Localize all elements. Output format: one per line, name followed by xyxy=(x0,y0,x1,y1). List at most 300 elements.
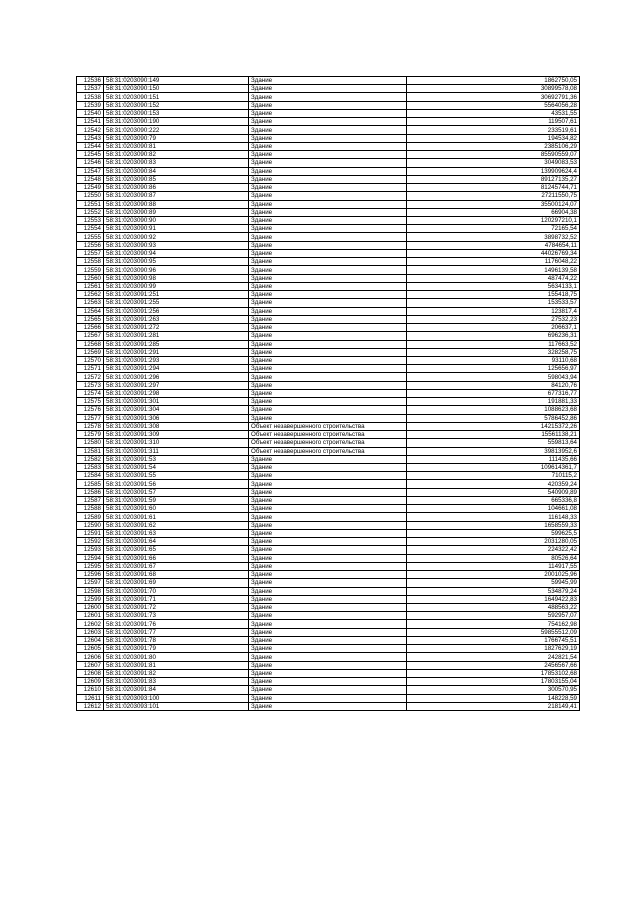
table-row xyxy=(77,332,580,340)
cadastral-number-cell: 58:31:0203091:251 xyxy=(104,291,249,299)
cadastral-number-cell: 58:31:0203091:70 xyxy=(104,587,249,595)
cadastral-number-cell: 58:31:0203091:77 xyxy=(104,628,249,636)
cadastral-value-cell: 2385106,29 xyxy=(407,142,580,150)
object-type-cell: Здание xyxy=(249,389,407,397)
cadastral-value-cell: 155418,75 xyxy=(407,291,580,299)
object-type-cell: Здание xyxy=(249,653,407,661)
object-type-cell: Здание xyxy=(249,686,407,694)
cadastral-value-cell: 120297210,1 xyxy=(407,216,580,224)
cadastral-value-cell: 125656,97 xyxy=(407,365,580,373)
table-row xyxy=(77,249,580,257)
object-type-cell: Здание xyxy=(249,307,407,315)
row-number-cell: 12576 xyxy=(77,406,104,414)
cadastral-value-cell: 665336,8 xyxy=(407,496,580,504)
object-type-cell: Здание xyxy=(249,134,407,142)
cadastral-value-cell: 677316,77 xyxy=(407,389,580,397)
object-type-cell: Здание xyxy=(249,669,407,677)
row-number-cell: 12543 xyxy=(77,134,104,142)
cadastral-number-cell: 58:31:0203091:298 xyxy=(104,389,249,397)
row-number-cell: 12584 xyxy=(77,472,104,480)
cadastral-value-cell: 89127135,27 xyxy=(407,175,580,183)
row-number-cell: 12549 xyxy=(77,184,104,192)
row-number-cell: 12596 xyxy=(77,571,104,579)
row-number-cell: 12583 xyxy=(77,464,104,472)
row-number-cell: 12611 xyxy=(77,694,104,702)
cadastral-number-cell: 58:31:0203091:71 xyxy=(104,595,249,603)
object-type-cell: Здание xyxy=(249,546,407,554)
cadastral-value-cell: 300570,95 xyxy=(407,686,580,694)
cadastral-number-cell: 58:31:0203091:53 xyxy=(104,455,249,463)
object-type-cell: Здание xyxy=(249,562,407,570)
table-row xyxy=(77,571,580,579)
cadastral-value-cell: 5634133,1 xyxy=(407,282,580,290)
row-number-cell: 12564 xyxy=(77,307,104,315)
cadastral-value-cell: 242821,54 xyxy=(407,653,580,661)
table-row xyxy=(77,439,580,447)
cadastral-number-cell: 58:31:0203090:82 xyxy=(104,151,249,159)
cadastral-value-cell: 1088623,68 xyxy=(407,406,580,414)
table-row xyxy=(77,77,580,85)
row-number-cell: 12554 xyxy=(77,225,104,233)
cadastral-value-cell: 44026769,34 xyxy=(407,249,580,257)
cadastral-value-cell: 43531,55 xyxy=(407,109,580,117)
table-row xyxy=(77,686,580,694)
table-row xyxy=(77,151,580,159)
object-type-cell: Здание xyxy=(249,324,407,332)
row-number-cell: 12556 xyxy=(77,241,104,249)
row-number-cell: 12591 xyxy=(77,529,104,537)
table-row xyxy=(77,521,580,529)
cadastral-number-cell: 58:31:0203090:222 xyxy=(104,126,249,134)
cadastral-value-cell: 117663,52 xyxy=(407,340,580,348)
table-row xyxy=(77,653,580,661)
table-row xyxy=(77,455,580,463)
cadastral-value-cell: 27532,23 xyxy=(407,315,580,323)
cadastral-value-cell: 3049083,53 xyxy=(407,159,580,167)
object-type-cell: Здание xyxy=(249,241,407,249)
row-number-cell: 12544 xyxy=(77,142,104,150)
object-type-cell: Здание xyxy=(249,340,407,348)
row-number-cell: 12586 xyxy=(77,488,104,496)
row-number-cell: 12606 xyxy=(77,653,104,661)
cadastral-number-cell: 58:31:0203090:149 xyxy=(104,77,249,85)
object-type-cell: Здание xyxy=(249,496,407,504)
cadastral-value-cell: 2456567,66 xyxy=(407,661,580,669)
row-number-cell: 12607 xyxy=(77,661,104,669)
cadastral-value-cell: 85590559,07 xyxy=(407,151,580,159)
row-number-cell: 12552 xyxy=(77,208,104,216)
row-number-cell: 12569 xyxy=(77,348,104,356)
cadastral-number-cell: 58:31:0203090:190 xyxy=(104,118,249,126)
cadastral-value-cell: 116148,33 xyxy=(407,513,580,521)
table-row xyxy=(77,389,580,397)
table-row xyxy=(77,496,580,504)
table-row xyxy=(77,513,580,521)
cadastral-number-cell: 58:31:0203091:80 xyxy=(104,653,249,661)
object-type-cell: Здание xyxy=(249,472,407,480)
cadastral-value-cell: 14215372,26 xyxy=(407,422,580,430)
row-number-cell: 12572 xyxy=(77,373,104,381)
object-type-cell: Здание xyxy=(249,93,407,101)
object-type-cell: Здание xyxy=(249,233,407,241)
object-type-cell: Здание xyxy=(249,571,407,579)
object-type-cell: Здание xyxy=(249,645,407,653)
row-number-cell: 12574 xyxy=(77,389,104,397)
cadastral-number-cell: 58:31:0203091:83 xyxy=(104,678,249,686)
row-number-cell: 12578 xyxy=(77,422,104,430)
table-row xyxy=(77,612,580,620)
object-type-cell: Здание xyxy=(249,464,407,472)
table-row xyxy=(77,101,580,109)
object-type-cell: Здание xyxy=(249,151,407,159)
cadastral-number-cell: 58:31:0203091:55 xyxy=(104,472,249,480)
cadastral-value-cell: 592957,07 xyxy=(407,612,580,620)
cadastral-number-cell: 58:31:0203090:96 xyxy=(104,266,249,274)
object-type-cell: Здание xyxy=(249,373,407,381)
object-type-cell: Здание xyxy=(249,200,407,208)
object-type-cell: Объект незавершенного строительства xyxy=(249,439,407,447)
cadastral-value-cell: 39813952,6 xyxy=(407,447,580,455)
object-type-cell: Здание xyxy=(249,249,407,257)
object-type-cell: Здание xyxy=(249,192,407,200)
row-number-cell: 12599 xyxy=(77,595,104,603)
table-row xyxy=(77,373,580,381)
cadastral-number-cell: 58:31:0203090:150 xyxy=(104,85,249,93)
cadastral-value-cell: 17803155,04 xyxy=(407,678,580,686)
object-type-cell: Объект незавершенного строительства xyxy=(249,422,407,430)
table-row xyxy=(77,604,580,612)
cadastral-value-cell: 2031280,05 xyxy=(407,538,580,546)
cadastral-value-cell: 487474,22 xyxy=(407,274,580,282)
object-type-cell: Здание xyxy=(249,266,407,274)
cadastral-value-cell: 1766745,51 xyxy=(407,636,580,644)
object-type-cell: Здание xyxy=(249,167,407,175)
row-number-cell: 12562 xyxy=(77,291,104,299)
row-number-cell: 12612 xyxy=(77,702,104,710)
table-row xyxy=(77,192,580,200)
table-row xyxy=(77,266,580,274)
table-row xyxy=(77,118,580,126)
cadastral-value-cell: 598043,94 xyxy=(407,373,580,381)
cadastral-value-cell: 3898732,52 xyxy=(407,233,580,241)
object-type-cell: Здание xyxy=(249,505,407,513)
row-number-cell: 12542 xyxy=(77,126,104,134)
row-number-cell: 12537 xyxy=(77,85,104,93)
cadastral-number-cell: 58:31:0203091:72 xyxy=(104,604,249,612)
object-type-cell: Здание xyxy=(249,315,407,323)
cadastral-value-cell: 4784654,11 xyxy=(407,241,580,249)
cadastral-value-cell: 194534,82 xyxy=(407,134,580,142)
cadastral-value-cell: 93110,68 xyxy=(407,356,580,364)
cadastral-value-cell: 224322,42 xyxy=(407,546,580,554)
table-row xyxy=(77,159,580,167)
row-number-cell: 12602 xyxy=(77,620,104,628)
table-row xyxy=(77,628,580,636)
object-type-cell: Здание xyxy=(249,274,407,282)
table-row xyxy=(77,299,580,307)
cadastral-value-cell: 30692791,36 xyxy=(407,93,580,101)
cadastral-number-cell: 58:31:0203091:61 xyxy=(104,513,249,521)
cadastral-number-cell: 58:31:0203090:91 xyxy=(104,225,249,233)
cadastral-value-table xyxy=(76,76,580,711)
cadastral-value-cell: 710115,2 xyxy=(407,472,580,480)
cadastral-number-cell: 58:31:0203091:60 xyxy=(104,505,249,513)
object-type-cell: Здание xyxy=(249,488,407,496)
row-number-cell: 12575 xyxy=(77,398,104,406)
object-type-cell: Здание xyxy=(249,126,407,134)
cadastral-value-cell: 81245744,71 xyxy=(407,184,580,192)
table-row xyxy=(77,554,580,562)
table-row xyxy=(77,282,580,290)
row-number-cell: 12604 xyxy=(77,636,104,644)
cadastral-value-cell: 119507,61 xyxy=(407,118,580,126)
row-number-cell: 12595 xyxy=(77,562,104,570)
cadastral-number-cell: 58:31:0203090:95 xyxy=(104,258,249,266)
cadastral-number-cell: 58:31:0203091:76 xyxy=(104,620,249,628)
row-number-cell: 12553 xyxy=(77,216,104,224)
object-type-cell: Здание xyxy=(249,216,407,224)
cadastral-value-cell: 27211550,75 xyxy=(407,192,580,200)
row-number-cell: 12597 xyxy=(77,579,104,587)
table-row xyxy=(77,505,580,513)
row-number-cell: 12566 xyxy=(77,324,104,332)
cadastral-value-cell: 72165,54 xyxy=(407,225,580,233)
row-number-cell: 12590 xyxy=(77,521,104,529)
row-number-cell: 12561 xyxy=(77,282,104,290)
cadastral-number-cell: 58:31:0203090:85 xyxy=(104,175,249,183)
object-type-cell: Здание xyxy=(249,101,407,109)
table-row xyxy=(77,142,580,150)
cadastral-value-cell: 328258,75 xyxy=(407,348,580,356)
cadastral-value-cell: 218149,41 xyxy=(407,702,580,710)
cadastral-value-cell: 17853102,68 xyxy=(407,669,580,677)
cadastral-number-cell: 58:31:0203091:293 xyxy=(104,356,249,364)
table-row xyxy=(77,645,580,653)
object-type-cell: Здание xyxy=(249,636,407,644)
cadastral-number-cell: 58:31:0203091:291 xyxy=(104,348,249,356)
object-type-cell: Здание xyxy=(249,77,407,85)
object-type-cell: Здание xyxy=(249,612,407,620)
table-row xyxy=(77,488,580,496)
table-row xyxy=(77,480,580,488)
row-number-cell: 12551 xyxy=(77,200,104,208)
object-type-cell: Объект незавершенного строительства xyxy=(249,447,407,455)
cadastral-value-cell: 114917,55 xyxy=(407,562,580,570)
cadastral-number-cell: 58:31:0203091:63 xyxy=(104,529,249,537)
cadastral-number-cell: 58:31:0203091:57 xyxy=(104,488,249,496)
cadastral-number-cell: 58:31:0203091:281 xyxy=(104,332,249,340)
cadastral-value-cell: 1496139,58 xyxy=(407,266,580,274)
object-type-cell: Здание xyxy=(249,159,407,167)
row-number-cell: 12593 xyxy=(77,546,104,554)
row-number-cell: 12563 xyxy=(77,299,104,307)
object-type-cell: Здание xyxy=(249,529,407,537)
row-number-cell: 12559 xyxy=(77,266,104,274)
table-row xyxy=(77,538,580,546)
cadastral-value-cell: 148228,59 xyxy=(407,694,580,702)
cadastral-number-cell: 58:31:0203091:59 xyxy=(104,496,249,504)
table-row xyxy=(77,694,580,702)
object-type-cell: Здание xyxy=(249,356,407,364)
cadastral-value-cell: 488563,22 xyxy=(407,604,580,612)
object-type-cell: Здание xyxy=(249,480,407,488)
cadastral-number-cell: 58:31:0203091:255 xyxy=(104,299,249,307)
table-row xyxy=(77,398,580,406)
object-type-cell: Здание xyxy=(249,85,407,93)
table-row xyxy=(77,241,580,249)
cadastral-value-cell: 123817,4 xyxy=(407,307,580,315)
table-row xyxy=(77,315,580,323)
object-type-cell: Здание xyxy=(249,109,407,117)
table-row xyxy=(77,258,580,266)
cadastral-value-cell: 35500124,07 xyxy=(407,200,580,208)
cadastral-value-cell: 191881,33 xyxy=(407,398,580,406)
object-type-cell: Здание xyxy=(249,694,407,702)
cadastral-number-cell: 58:31:0203091:66 xyxy=(104,554,249,562)
table-row xyxy=(77,562,580,570)
object-type-cell: Здание xyxy=(249,299,407,307)
cadastral-value-cell: 109614361,7 xyxy=(407,464,580,472)
row-number-cell: 12605 xyxy=(77,645,104,653)
row-number-cell: 12598 xyxy=(77,587,104,595)
object-type-cell: Здание xyxy=(249,291,407,299)
row-number-cell: 12540 xyxy=(77,109,104,117)
cadastral-number-cell: 58:31:0203093:100 xyxy=(104,694,249,702)
row-number-cell: 12568 xyxy=(77,340,104,348)
object-type-cell: Здание xyxy=(249,365,407,373)
row-number-cell: 12558 xyxy=(77,258,104,266)
row-number-cell: 12555 xyxy=(77,233,104,241)
object-type-cell: Здание xyxy=(249,282,407,290)
cadastral-value-cell: 5786452,86 xyxy=(407,414,580,422)
object-type-cell: Здание xyxy=(249,348,407,356)
row-number-cell: 12548 xyxy=(77,175,104,183)
cadastral-value-cell: 139909624,4 xyxy=(407,167,580,175)
cadastral-number-cell: 58:31:0203091:54 xyxy=(104,464,249,472)
cadastral-number-cell: 58:31:0203091:62 xyxy=(104,521,249,529)
row-number-cell: 12585 xyxy=(77,480,104,488)
table-row xyxy=(77,324,580,332)
row-number-cell: 12577 xyxy=(77,414,104,422)
cadastral-value-cell: 15561138,21 xyxy=(407,431,580,439)
cadastral-value-cell: 111435,66 xyxy=(407,455,580,463)
cadastral-value-cell: 1862750,05 xyxy=(407,77,580,85)
cadastral-number-cell: 58:31:0203091:301 xyxy=(104,398,249,406)
table-row xyxy=(77,579,580,587)
row-number-cell: 12545 xyxy=(77,151,104,159)
object-type-cell: Здание xyxy=(249,702,407,710)
object-type-cell: Здание xyxy=(249,554,407,562)
object-type-cell: Здание xyxy=(249,661,407,669)
table-row xyxy=(77,274,580,282)
table-row xyxy=(77,636,580,644)
object-type-cell: Здание xyxy=(249,175,407,183)
row-number-cell: 12546 xyxy=(77,159,104,167)
table-row xyxy=(77,669,580,677)
object-type-cell: Здание xyxy=(249,406,407,414)
cadastral-value-cell: 559813,64 xyxy=(407,439,580,447)
table-row xyxy=(77,126,580,134)
row-number-cell: 12581 xyxy=(77,447,104,455)
register-page xyxy=(76,76,580,711)
table-row xyxy=(77,620,580,628)
object-type-cell: Здание xyxy=(249,142,407,150)
cadastral-value-cell: 59945,99 xyxy=(407,579,580,587)
object-type-cell: Здание xyxy=(249,208,407,216)
cadastral-value-cell: 59855512,09 xyxy=(407,628,580,636)
table-row xyxy=(77,414,580,422)
table-row xyxy=(77,447,580,455)
table-row xyxy=(77,678,580,686)
cadastral-value-cell: 1176048,22 xyxy=(407,258,580,266)
cadastral-number-cell: 58:31:0203091:311 xyxy=(104,447,249,455)
cadastral-number-cell: 58:31:0203091:285 xyxy=(104,340,249,348)
cadastral-value-cell: 534879,24 xyxy=(407,587,580,595)
object-type-cell: Здание xyxy=(249,455,407,463)
table-row xyxy=(77,381,580,389)
row-number-cell: 12587 xyxy=(77,496,104,504)
row-number-cell: 12600 xyxy=(77,604,104,612)
cadastral-number-cell: 58:31:0203091:306 xyxy=(104,414,249,422)
table-row xyxy=(77,175,580,183)
cadastral-number-cell: 58:31:0203090:87 xyxy=(104,192,249,200)
row-number-cell: 12610 xyxy=(77,686,104,694)
cadastral-number-cell: 58:31:0203090:89 xyxy=(104,208,249,216)
object-type-cell: Здание xyxy=(249,414,407,422)
cadastral-number-cell: 58:31:0203090:81 xyxy=(104,142,249,150)
cadastral-value-cell: 1827629,19 xyxy=(407,645,580,653)
cadastral-number-cell: 58:31:0203091:81 xyxy=(104,661,249,669)
row-number-cell: 12570 xyxy=(77,356,104,364)
cadastral-number-cell: 58:31:0203090:90 xyxy=(104,216,249,224)
cadastral-number-cell: 58:31:0203090:98 xyxy=(104,274,249,282)
cadastral-value-cell: 754162,98 xyxy=(407,620,580,628)
table-row xyxy=(77,216,580,224)
cadastral-value-cell: 153533,57 xyxy=(407,299,580,307)
object-type-cell: Здание xyxy=(249,678,407,686)
cadastral-number-cell: 58:31:0203091:296 xyxy=(104,373,249,381)
object-type-cell: Здание xyxy=(249,587,407,595)
object-type-cell: Здание xyxy=(249,332,407,340)
cadastral-number-cell: 58:31:0203091:65 xyxy=(104,546,249,554)
table-row xyxy=(77,109,580,117)
row-number-cell: 12560 xyxy=(77,274,104,282)
object-type-cell: Здание xyxy=(249,595,407,603)
cadastral-number-cell: 58:31:0203091:78 xyxy=(104,636,249,644)
row-number-cell: 12608 xyxy=(77,669,104,677)
object-type-cell: Здание xyxy=(249,258,407,266)
table-row xyxy=(77,464,580,472)
cadastral-number-cell: 58:31:0203090:94 xyxy=(104,249,249,257)
cadastral-number-cell: 58:31:0203091:309 xyxy=(104,431,249,439)
cadastral-value-cell: 696236,31 xyxy=(407,332,580,340)
row-number-cell: 12541 xyxy=(77,118,104,126)
row-number-cell: 12580 xyxy=(77,439,104,447)
cadastral-number-cell: 58:31:0203091:67 xyxy=(104,562,249,570)
cadastral-value-cell: 66904,38 xyxy=(407,208,580,216)
object-type-cell: Здание xyxy=(249,118,407,126)
cadastral-number-cell: 58:31:0203091:294 xyxy=(104,365,249,373)
table-row xyxy=(77,365,580,373)
cadastral-number-cell: 58:31:0203090:151 xyxy=(104,93,249,101)
cadastral-number-cell: 58:31:0203091:69 xyxy=(104,579,249,587)
cadastral-number-cell: 58:31:0203090:153 xyxy=(104,109,249,117)
table-row xyxy=(77,595,580,603)
table-row xyxy=(77,587,580,595)
cadastral-number-cell: 58:31:0203091:304 xyxy=(104,406,249,414)
table-row xyxy=(77,406,580,414)
cadastral-value-cell: 1658559,33 xyxy=(407,521,580,529)
